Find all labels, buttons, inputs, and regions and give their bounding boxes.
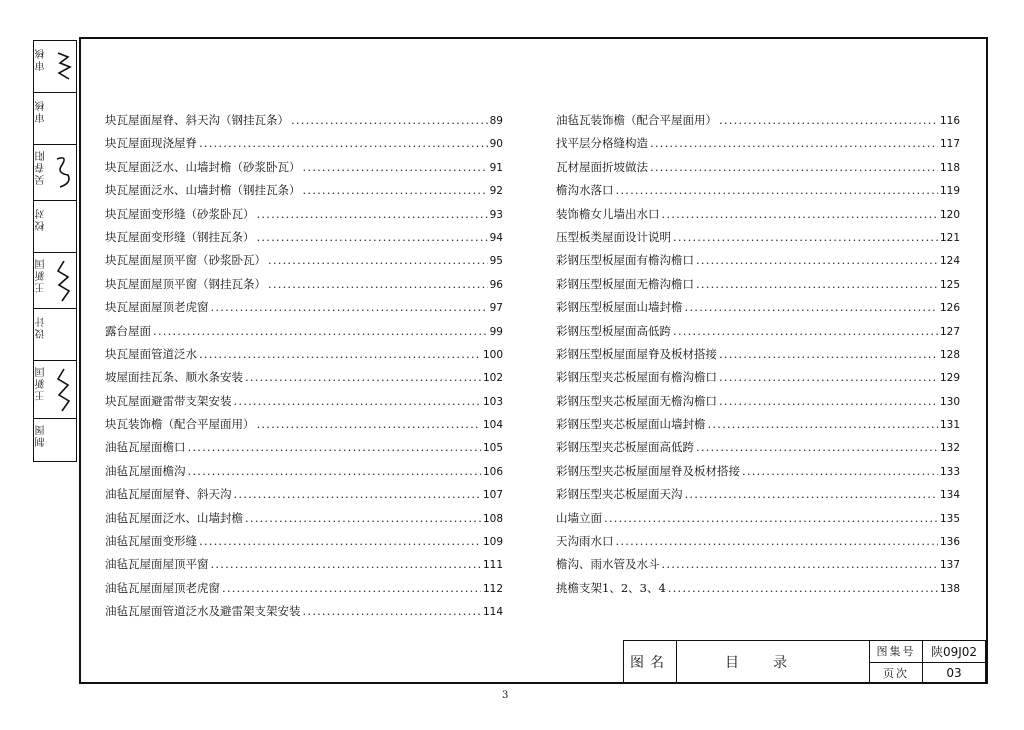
toc-leader-dots: [153, 324, 488, 338]
toc-entry-page: 116: [939, 115, 960, 127]
signature-scribble-icon: [54, 49, 74, 85]
toc-entry-title: 块瓦屋面屋顶平窗（钢挂瓦条）: [105, 276, 266, 291]
page-number: 3: [502, 690, 509, 701]
toc-leader-dots: [222, 581, 481, 595]
toc-entry: [105, 252, 503, 275]
toc-entry: [105, 323, 503, 346]
signature-scribble-icon: [54, 259, 74, 303]
toc-entry-title: 油毡瓦屋面檐沟: [105, 463, 186, 478]
toc-leader-dots: [685, 487, 938, 501]
toc-leader-dots: [303, 604, 481, 618]
signature-row-design: [34, 309, 76, 361]
toc-entry: [105, 463, 503, 486]
signature-row-proofread: [34, 201, 76, 253]
toc-entry-title: 块瓦屋面屋顶平窗（砂浆卧瓦）: [105, 253, 266, 268]
toc-entry-title: 油毡瓦屋面屋脊、斜天沟: [105, 487, 232, 502]
toc-leader-dots: [719, 370, 938, 384]
toc-leader-dots: [696, 277, 938, 291]
signature-row-label: 王新国: [36, 257, 47, 293]
toc-entry-page: 130: [939, 395, 960, 408]
toc-entry-title: 块瓦屋面屋顶老虎窗: [105, 300, 209, 315]
toc-entry-page: 138: [939, 582, 960, 595]
toc-entry: [105, 533, 503, 556]
toc-leader-dots: [673, 230, 938, 244]
toc-entry-page: 127: [939, 325, 960, 338]
toc-entry: [556, 252, 960, 275]
toc-entry: [105, 393, 503, 416]
toc-entry-title: 油毡瓦屋面檐口: [105, 440, 186, 455]
toc-entry-title: 块瓦装饰檐（配合平屋面用）: [105, 417, 255, 432]
toc-entry-title: 油毡瓦屋面管道泛水及避雷架支架安装: [105, 604, 301, 619]
toc-entry: [556, 159, 960, 182]
toc-entry-title: 彩钢压型夹芯板屋面屋脊及板材搭接: [556, 463, 740, 478]
toc-right-column: [556, 112, 960, 603]
toc-entry-page: 93: [489, 208, 503, 221]
toc-leader-dots: [268, 253, 488, 267]
atlas-number-label: 图集号: [870, 641, 923, 663]
toc-entry-page: 95: [489, 255, 503, 268]
toc-entry-title: 块瓦屋面屋脊、斜天沟（钢挂瓦条）: [105, 113, 289, 127]
toc-leader-dots: [696, 253, 938, 267]
toc-leader-dots: [257, 230, 488, 244]
atlas-number: 陕09J02: [923, 641, 986, 663]
toc-entry: [105, 439, 503, 462]
toc-leader-dots: [211, 300, 488, 314]
toc-leader-dots: [303, 183, 488, 197]
drawing-name-label: 图名: [624, 641, 677, 684]
signature-row-label: 校对: [36, 207, 47, 231]
toc-entry-page: 136: [939, 536, 960, 549]
toc-entry: [105, 510, 503, 533]
toc-entry: [556, 463, 960, 486]
toc-leader-dots: [668, 581, 938, 595]
toc-leader-dots: [257, 417, 481, 431]
signature-row-label: 制图: [36, 423, 47, 447]
toc-entry-title: 彩钢压型夹芯板屋面天沟: [556, 487, 683, 502]
toc-leader-dots: [257, 207, 488, 221]
toc-leader-dots: [188, 440, 481, 454]
toc-entry-page: 129: [939, 372, 960, 385]
toc-leader-dots: [673, 324, 938, 338]
toc-leader-dots: [303, 160, 488, 174]
toc-entry-title: 块瓦屋面现浇屋脊: [105, 136, 197, 151]
toc-entry: [556, 510, 960, 533]
toc-entry-title: 天沟雨水口: [556, 534, 614, 549]
signature-row-review-1: [34, 41, 76, 93]
toc-entry-page: 126: [939, 302, 960, 315]
toc-entry: [556, 299, 960, 322]
toc-entry: [556, 112, 960, 135]
signature-row-name-2: [34, 253, 76, 309]
toc-entry: [105, 112, 503, 135]
toc-entry-page: 132: [939, 442, 960, 455]
toc-entry-title: 压型板类屋面设计说明: [556, 229, 671, 244]
toc-entry-page: 89: [489, 115, 503, 127]
signature-row-label: 王新国: [36, 365, 47, 401]
toc-leader-dots: [685, 300, 938, 314]
toc-entry-page: 118: [939, 161, 960, 174]
toc-entry-page: 92: [489, 185, 503, 198]
toc-entry: [105, 416, 503, 439]
toc-leader-dots: [234, 394, 481, 408]
toc-entry: [105, 580, 503, 603]
toc-entry: [105, 486, 503, 509]
toc-entry: [105, 229, 503, 252]
toc-entry-page: 124: [939, 255, 960, 268]
toc-leader-dots: [268, 277, 488, 291]
toc-entry-title: 檐沟水落口: [556, 183, 614, 198]
toc-entry-page: 103: [482, 395, 503, 408]
signature-row-name-1: [34, 145, 76, 201]
page-label: 页次: [870, 662, 923, 684]
toc-entry-title: 挑檐支架1、2、3、4: [556, 580, 666, 595]
page-number-cell: 03: [923, 662, 986, 684]
toc-leader-dots: [650, 160, 938, 174]
toc-entry-page: 133: [939, 465, 960, 478]
drawing-title: 目录: [677, 641, 870, 684]
signature-strip: [33, 40, 77, 462]
toc-entry: [105, 603, 503, 626]
toc-entry: [105, 206, 503, 229]
toc-entry-title: 彩钢压型夹芯板屋面高低跨: [556, 440, 694, 455]
toc-entry: [105, 369, 503, 392]
toc-entry-title: 油毡瓦屋面变形缝: [105, 534, 197, 549]
toc-entry-title: 块瓦屋面变形缝（钢挂瓦条）: [105, 229, 255, 244]
toc-entry: [105, 182, 503, 205]
signature-row-label: 审核: [36, 99, 47, 123]
toc-leader-dots: [662, 557, 938, 571]
toc-entry-page: 96: [489, 278, 503, 291]
toc-entry-page: 134: [939, 489, 960, 502]
toc-entry: [105, 346, 503, 369]
toc-entry-title: 油毡瓦屋面泛水、山墙封檐: [105, 510, 243, 525]
toc-leader-dots: [245, 370, 481, 384]
toc-leader-dots: [188, 464, 481, 478]
toc-entry-page: 100: [482, 348, 503, 361]
title-block: [623, 640, 986, 684]
toc-entry-page: 99: [489, 325, 503, 338]
toc-entry-page: 125: [939, 278, 960, 291]
toc-leader-dots: [291, 113, 488, 127]
toc-entry-page: 91: [489, 161, 503, 174]
toc-leader-dots: [696, 440, 938, 454]
toc-entry-title: 彩钢压型板屋面无檐沟檐口: [556, 276, 694, 291]
toc-entry: [556, 135, 960, 158]
toc-entry-page: 105: [482, 442, 503, 455]
toc-entry-title: 彩钢压型夹芯板屋面有檐沟檐口: [556, 370, 717, 385]
toc-entry-title: 块瓦屋面变形缝（砂浆卧瓦）: [105, 206, 255, 221]
toc-entry: [556, 486, 960, 509]
toc-entry-title: 彩钢压型板屋面高低跨: [556, 323, 671, 338]
toc-entry-page: 94: [489, 231, 503, 244]
toc-entry-page: 109: [482, 536, 503, 549]
toc-entry: [556, 206, 960, 229]
toc-entry: [556, 182, 960, 205]
toc-entry-page: 114: [482, 606, 503, 619]
toc-entry: [556, 580, 960, 603]
toc-entry: [105, 299, 503, 322]
toc-entry-title: 找平层分格缝构造: [556, 136, 648, 151]
toc-entry-page: 119: [939, 185, 960, 198]
toc-entry-title: 块瓦屋面避雷带支架安装: [105, 393, 232, 408]
signature-row-label: 设计: [36, 315, 47, 339]
toc-entry-title: 露台屋面: [105, 323, 151, 338]
signature-row-label: 审核: [36, 47, 47, 71]
toc-entry-title: 彩钢压型板屋面屋脊及板材搭接: [556, 346, 717, 361]
toc-leader-dots: [708, 417, 938, 431]
toc-leader-dots: [719, 347, 938, 361]
toc-entry-page: 120: [939, 208, 960, 221]
toc-entry-page: 117: [939, 138, 960, 151]
toc-leader-dots: [199, 136, 488, 150]
toc-entry-title: 油毡瓦装饰檐（配合平屋面用）: [556, 113, 717, 127]
toc-entry: [556, 276, 960, 299]
toc-entry: [556, 416, 960, 439]
toc-entry-title: 油毡瓦屋面屋顶老虎窗: [105, 580, 220, 595]
toc-left-column: [105, 112, 503, 627]
toc-leader-dots: [245, 511, 481, 525]
toc-entry: [556, 346, 960, 369]
toc-entry-page: 121: [939, 231, 960, 244]
toc-entry: [556, 393, 960, 416]
signature-row-name-3: [34, 361, 76, 419]
toc-entry-title: 块瓦屋面管道泛水: [105, 346, 197, 361]
toc-entry-page: 106: [482, 465, 503, 478]
toc-entry-title: 彩钢压型板屋面山墙封檐: [556, 300, 683, 315]
toc-entry-title: 块瓦屋面泛水、山墙封檐（钢挂瓦条）: [105, 183, 301, 198]
toc-leader-dots: [719, 113, 938, 127]
toc-entry-page: 128: [939, 348, 960, 361]
toc-entry-title: 块瓦屋面泛水、山墙封檐（砂浆卧瓦）: [105, 159, 301, 174]
signature-scribble-icon: [54, 367, 74, 413]
toc-entry: [105, 135, 503, 158]
toc-entry-page: 135: [939, 512, 960, 525]
toc-entry: [556, 323, 960, 346]
toc-entry-page: 107: [482, 489, 503, 502]
toc-entry-title: 装饰檐女儿墙出水口: [556, 206, 660, 221]
toc-entry-page: 137: [939, 559, 960, 572]
toc-entry-page: 104: [482, 419, 503, 432]
toc-leader-dots: [616, 183, 938, 197]
toc-entry: [105, 556, 503, 579]
toc-entry-title: 坡屋面挂瓦条、顺水条安装: [105, 370, 243, 385]
toc-entry: [556, 556, 960, 579]
toc-leader-dots: [199, 534, 481, 548]
toc-entry-title: 瓦材屋面折坡做法: [556, 159, 648, 174]
toc-entry: [556, 533, 960, 556]
signature-row-drafting: [34, 419, 76, 461]
toc-entry-page: 90: [489, 138, 503, 151]
toc-leader-dots: [234, 487, 481, 501]
toc-entry-title: 彩钢压型夹芯板屋面山墙封檐: [556, 417, 706, 432]
toc-leader-dots: [211, 557, 481, 571]
toc-leader-dots: [616, 534, 938, 548]
toc-entry: [556, 439, 960, 462]
toc-entry: [556, 369, 960, 392]
signature-row-review-2: [34, 93, 76, 145]
toc-entry-title: 油毡瓦屋面屋顶平窗: [105, 557, 209, 572]
toc-entry: [105, 159, 503, 182]
toc-entry-page: 111: [482, 559, 503, 572]
signature-scribble-icon: [54, 153, 74, 193]
toc-entry-title: 檐沟、雨水管及水斗: [556, 557, 660, 572]
toc-leader-dots: [199, 347, 481, 361]
toc-leader-dots: [662, 207, 938, 221]
toc-leader-dots: [650, 136, 938, 150]
toc-entry-page: 112: [482, 582, 503, 595]
toc-entry-page: 131: [939, 419, 960, 432]
toc-entry-page: 97: [489, 302, 503, 315]
toc-entry: [105, 276, 503, 299]
toc-leader-dots: [604, 511, 938, 525]
toc-entry-title: 彩钢压型夹芯板屋面无檐沟檐口: [556, 393, 717, 408]
signature-row-label: 吴春阳: [36, 149, 47, 185]
toc-entry: [556, 229, 960, 252]
toc-entry-page: 102: [482, 372, 503, 385]
toc-leader-dots: [742, 464, 938, 478]
toc-entry-page: 108: [482, 512, 503, 525]
toc-entry-title: 彩钢压型板屋面有檐沟檐口: [556, 253, 694, 268]
toc-entry-title: 山墙立面: [556, 510, 602, 525]
toc-leader-dots: [719, 394, 938, 408]
